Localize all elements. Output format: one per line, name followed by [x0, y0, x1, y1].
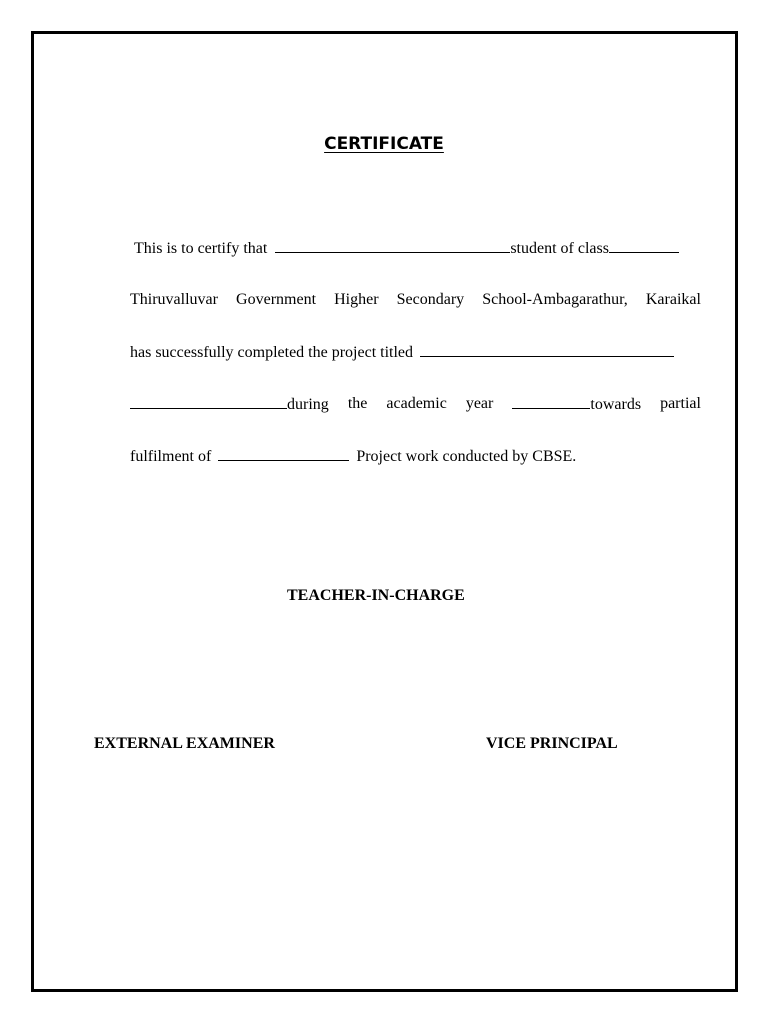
certificate-line-2 — [130, 290, 701, 310]
line4-start — [130, 394, 329, 415]
line4-word: during — [287, 396, 329, 413]
line1-text-b: student of class — [510, 240, 609, 257]
project-title-continuation-blank — [130, 394, 287, 409]
line2-word: School-Ambagarathur, — [482, 291, 628, 308]
line2-word: Higher — [334, 291, 379, 308]
line5-text-b: Project work conducted by CBSE. — [356, 448, 577, 465]
line1-text-a: This is to certify that — [134, 240, 268, 257]
project-title-blank — [420, 342, 674, 357]
line4-mid — [512, 394, 641, 415]
external-examiner-label: EXTERNAL EXAMINER — [94, 735, 275, 752]
certificate-title: CERTIFICATE — [324, 134, 444, 154]
line5-text-a: fulfilment of — [130, 448, 212, 465]
line4-text-c: partial — [660, 395, 701, 412]
subject-blank — [218, 446, 349, 461]
certificate-line-1 — [130, 238, 701, 259]
line4-word: year — [465, 395, 494, 412]
student-name-blank — [275, 238, 510, 253]
certificate-line-4 — [130, 394, 701, 415]
certificate-line-3 — [130, 342, 701, 363]
line4-word: academic — [386, 395, 447, 412]
page-border — [31, 31, 738, 992]
certificate-line-5 — [130, 446, 701, 467]
line3-text: has successfully completed the project titled — [130, 344, 414, 361]
teacher-in-charge-label: TEACHER-IN-CHARGE — [287, 587, 465, 604]
line2-word: Secondary — [396, 291, 465, 308]
line2-word: Karaikal — [645, 291, 701, 308]
academic-year-blank — [512, 394, 590, 409]
class-blank — [609, 238, 679, 253]
line2-word: Government — [236, 291, 317, 308]
vice-principal-label: VICE PRINCIPAL — [486, 735, 618, 752]
line4-text-b: towards — [590, 396, 642, 413]
line2-word: Thiruvalluvar — [130, 291, 218, 308]
line4-word: the — [347, 395, 368, 412]
